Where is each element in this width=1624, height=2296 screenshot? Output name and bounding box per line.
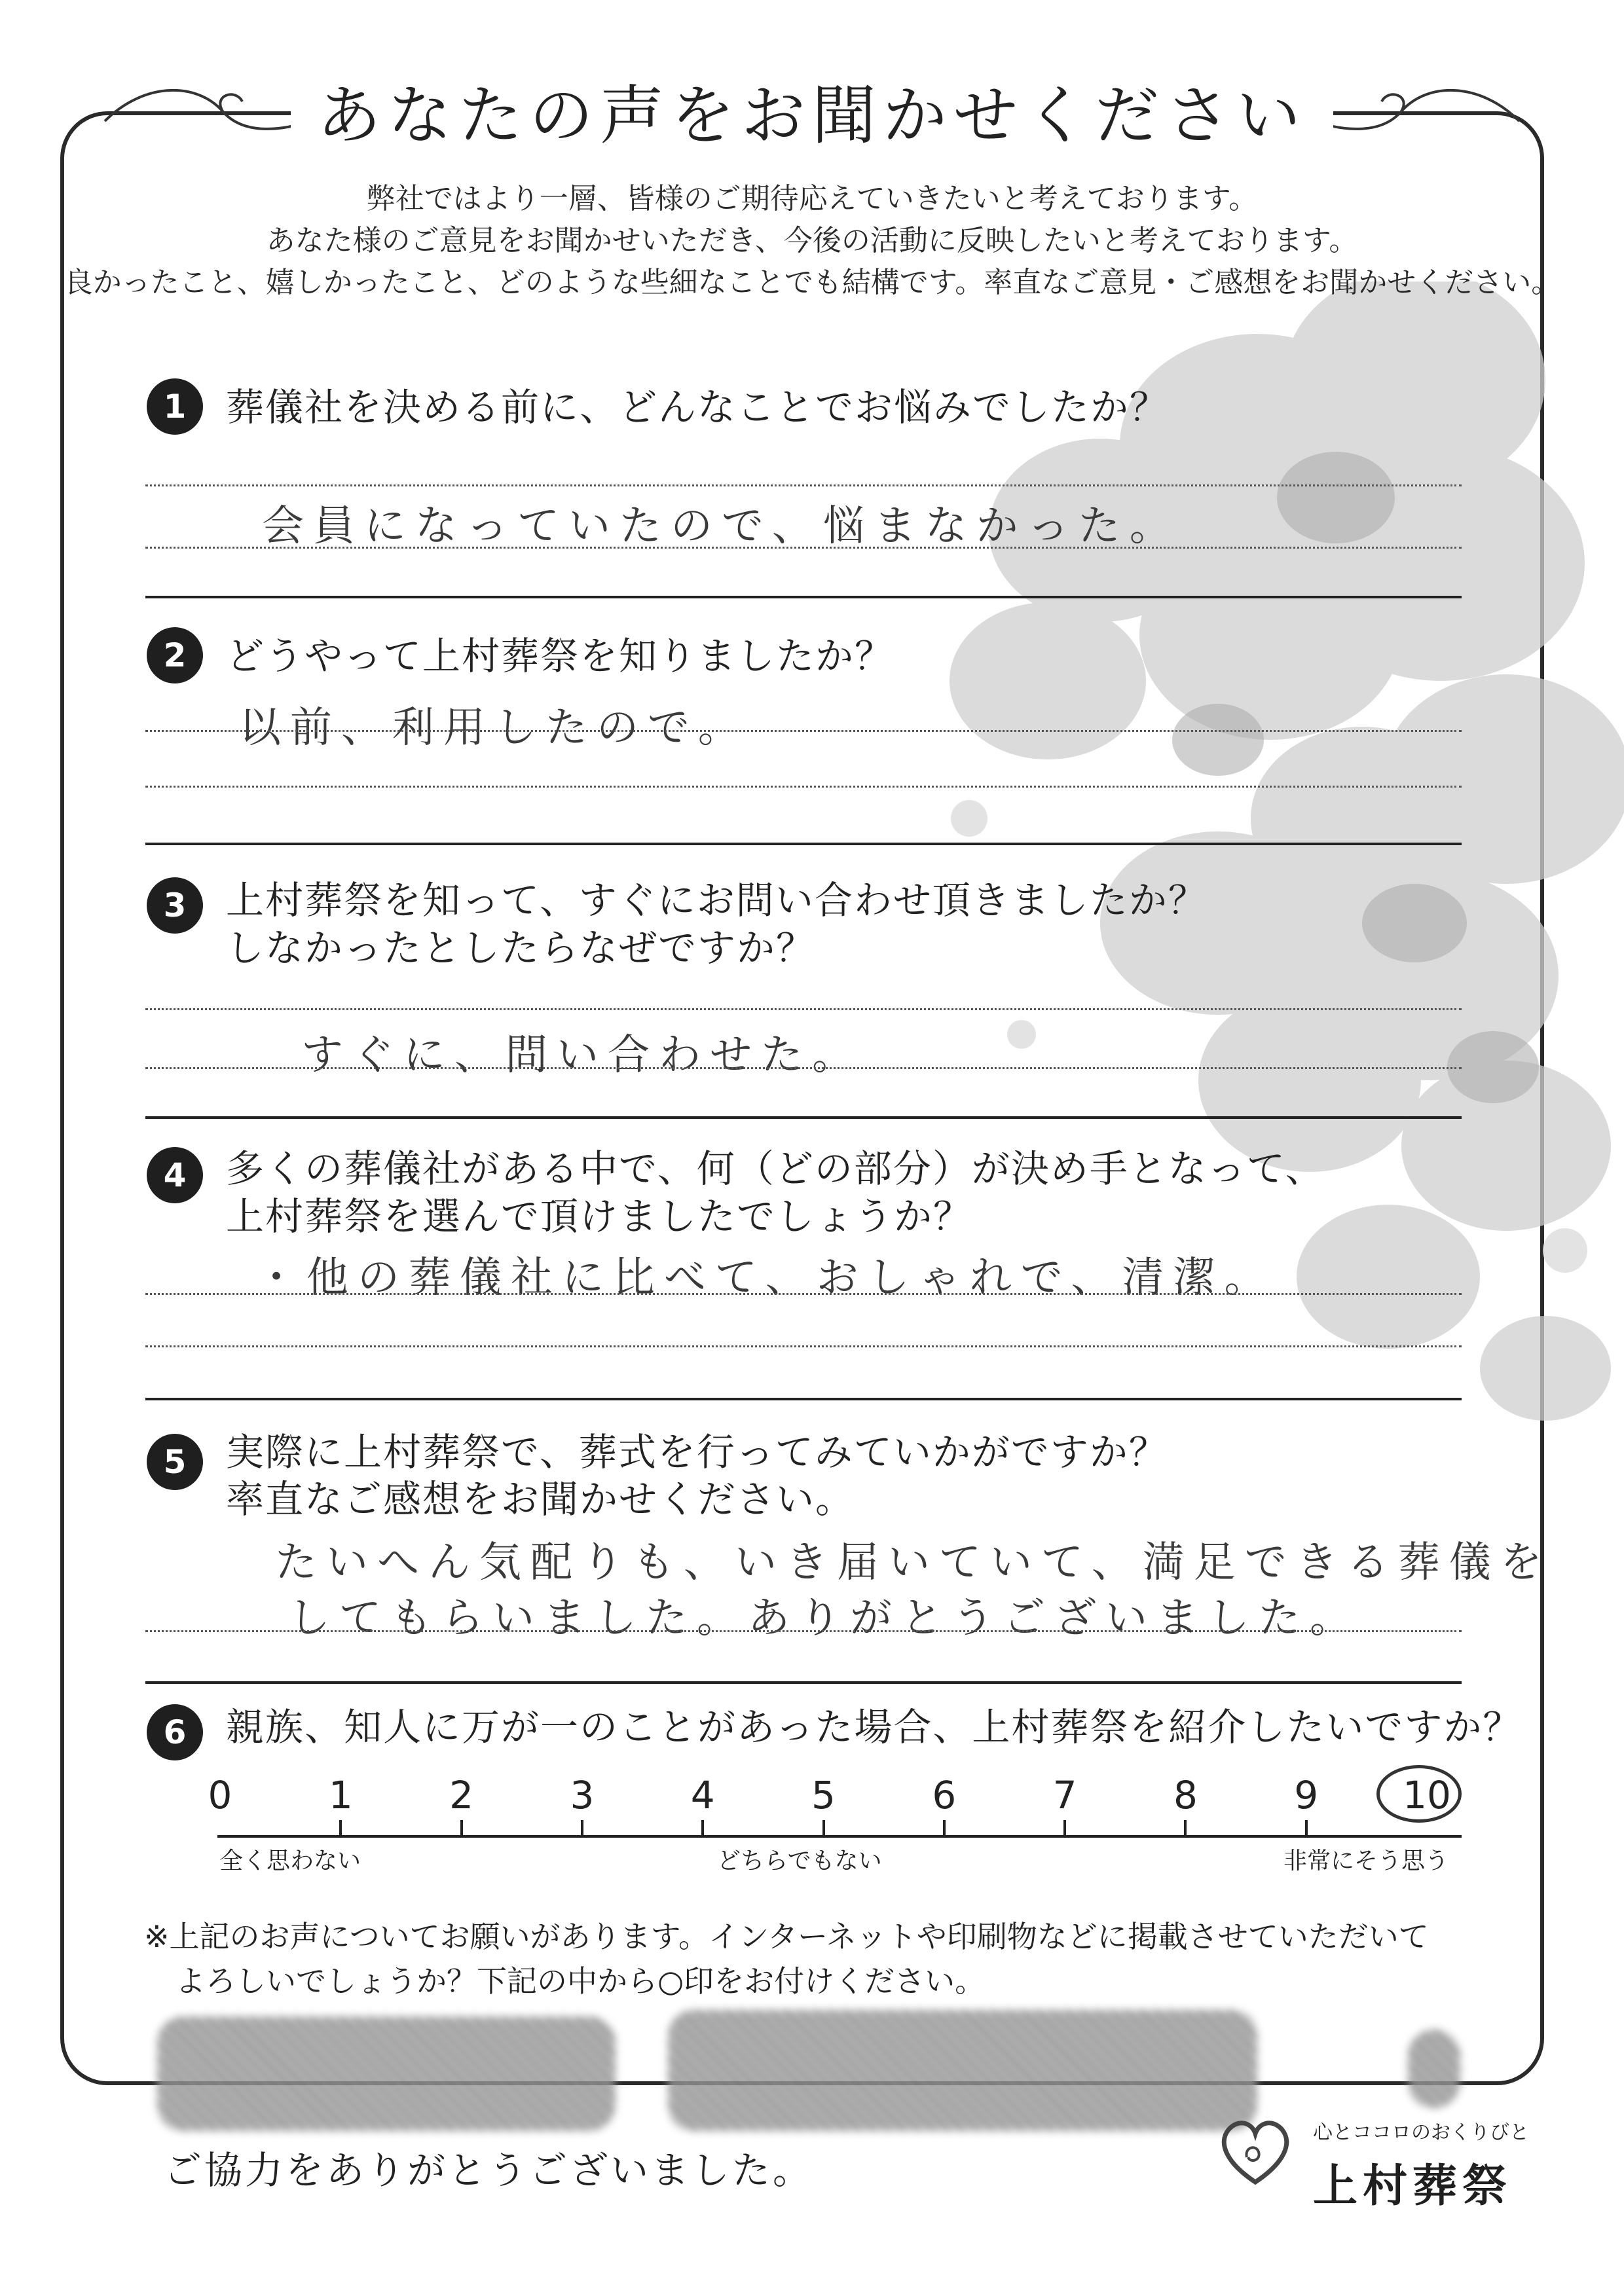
intro-line-2: あなた様のご意見をお聞かせいただき、今後の活動に反映したいと考えております。	[266, 224, 1358, 257]
question-number: 2	[147, 627, 203, 683]
answer-line	[145, 547, 1462, 549]
redacted-area	[157, 2016, 616, 2131]
scale-number-0: 0	[208, 1773, 232, 1817]
question-number: 5	[147, 1434, 203, 1490]
scale-tick	[339, 1820, 342, 1836]
scale-tick	[581, 1820, 583, 1836]
publication-note: よろしいでしょうか？下記の中から○印をお付けください。	[175, 1963, 986, 1999]
answer-line	[145, 1630, 1462, 1632]
heart-logo-icon	[1213, 2111, 1298, 2190]
scale-number-10: 10	[1403, 1773, 1451, 1817]
company-logo-name: 上村葬祭	[1313, 2160, 1513, 2212]
publication-note: ※上記のお声についてお願いがあります。インターネットや印刷物などに掲載させていただいて	[144, 1919, 1429, 1954]
question-number: 6	[147, 1704, 203, 1760]
scale-label-high: 非常にそう思う	[1283, 1848, 1449, 1874]
scale-number-3: 3	[570, 1773, 595, 1817]
handwritten-answer: 以前、利用したので。	[239, 704, 749, 752]
scale-tick	[822, 1820, 825, 1836]
section-divider	[145, 843, 1462, 845]
scale-tick	[701, 1820, 704, 1836]
question-text: 上村葬祭を知って、すぐにお問い合わせ頂きましたか？	[226, 878, 1208, 922]
scale-tick	[460, 1820, 463, 1836]
scale-number-8: 8	[1173, 1773, 1198, 1817]
page-title: あなたの声をお聞かせください	[0, 84, 1624, 148]
redacted-area	[1408, 2030, 1460, 2108]
scale-number-9: 9	[1294, 1773, 1319, 1817]
scale-number-1: 1	[328, 1773, 353, 1817]
scale-number-4: 4	[690, 1773, 715, 1817]
answer-line	[145, 730, 1462, 732]
intro-line-3: 良かったこと、嬉しかったこと、どのような些細なことでも結構です。率直なご意見・ご感想をお聞かせください。	[64, 266, 1560, 299]
handwritten-answer: してもらいました。ありがとうございました。	[288, 1594, 1361, 1643]
question-number: 1	[147, 378, 203, 435]
scale-label-low: 全く思わない	[219, 1848, 361, 1874]
question-text: 実際に上村葬祭で、葬式を行ってみていかがですか？	[226, 1430, 1168, 1474]
answer-line	[145, 1067, 1462, 1069]
answer-line	[145, 1345, 1462, 1347]
logo-tagline: 心とココロのおくりびと	[1313, 2121, 1529, 2144]
question-text: 率直なご感想をお聞かせください。	[226, 1477, 855, 1522]
handwritten-answer: たいへん気配りも、いき届いていて、満足できる葬儀を	[275, 1539, 1551, 1587]
answer-line	[145, 786, 1462, 788]
answer-line	[145, 484, 1462, 486]
scale-tick	[1305, 1820, 1308, 1836]
question-text: どうやって上村葬祭を知りましたか？	[226, 634, 895, 678]
scale-label-mid: どちらでもない	[717, 1848, 882, 1874]
section-divider	[145, 1398, 1462, 1400]
scale-tick	[1184, 1820, 1187, 1836]
section-divider	[145, 1681, 1462, 1684]
answer-line	[145, 1293, 1462, 1295]
section-divider	[145, 596, 1462, 598]
rating-scale-line	[217, 1835, 1462, 1838]
scale-number-2: 2	[449, 1773, 474, 1817]
scale-tick	[943, 1820, 946, 1836]
question-text: 多くの葬儀社がある中で、何（どの部分）が決め手となって、	[226, 1146, 1325, 1191]
redacted-area	[668, 2010, 1257, 2131]
question-number: 4	[147, 1147, 203, 1203]
question-text: 親族、知人に万が一のことがあった場合、上村葬祭を紹介したいですか？	[226, 1705, 1522, 1749]
scale-number-5: 5	[811, 1773, 836, 1817]
scale-tick	[1063, 1820, 1066, 1836]
selected-rating-circle	[1376, 1765, 1462, 1823]
handwritten-answer: 会員になっていたので、悩まなかった。	[262, 502, 1181, 551]
intro-line-1: 弊社ではより一層、皆様のご期待応えていきたいと考えております。	[366, 182, 1258, 215]
handwritten-answer: ・他の葬儀社に比べて、おしゃれで、清潔。	[255, 1254, 1276, 1302]
answer-line	[145, 1008, 1462, 1010]
section-divider	[145, 1116, 1462, 1119]
question-number: 3	[147, 877, 203, 934]
question-text: 上村葬祭を選んで頂けましたでしょうか？	[226, 1194, 973, 1239]
scale-number-7: 7	[1052, 1773, 1077, 1817]
handwritten-answer: すぐに、問い合わせた。	[301, 1031, 863, 1080]
question-text: 葬儀社を決める前に、どんなことでお悩みでしたか？	[226, 385, 1170, 429]
scale-number-6: 6	[932, 1773, 957, 1817]
question-text: しなかったとしたらなぜですか？	[226, 926, 816, 970]
thank-you-message: ご協力をありがとうございました。	[164, 2148, 814, 2193]
